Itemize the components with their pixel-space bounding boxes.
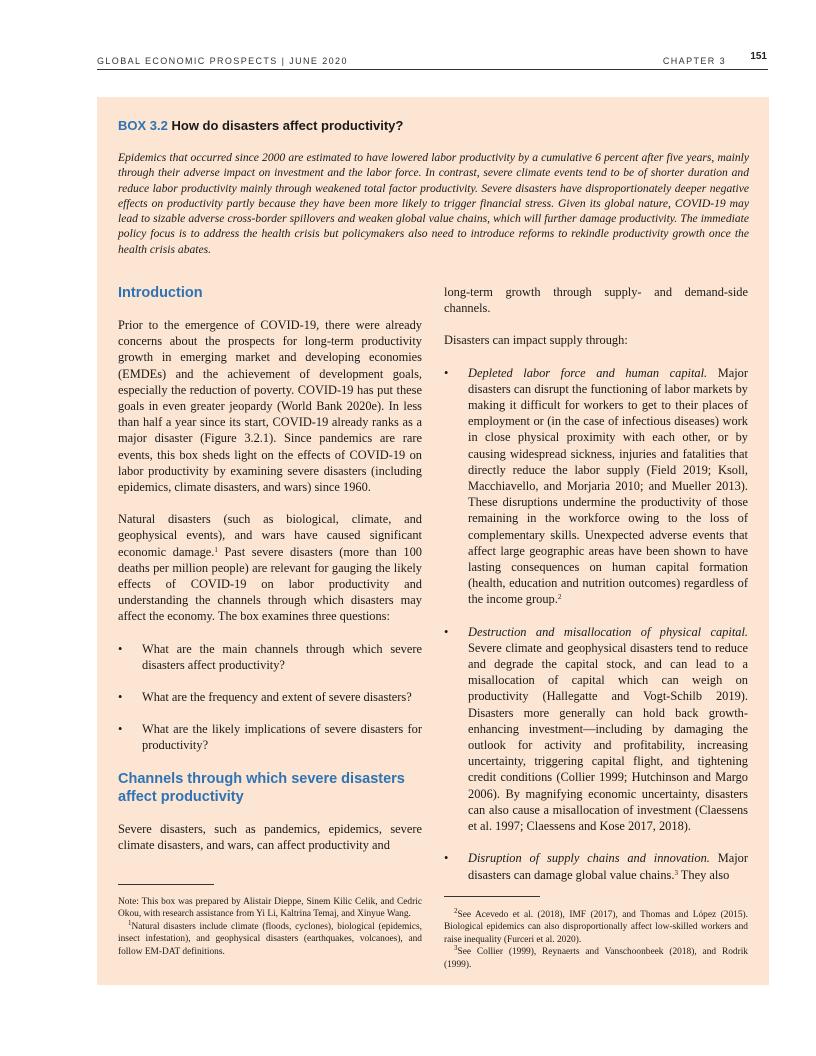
footnote-3: $^3$See Collier (1999), Reynaerts and Vanschoonbeek (2018), and Rodrik (1999). bbox=[444, 944, 748, 970]
footnotes-left bbox=[118, 896, 422, 958]
footnote-ref-2: 2 bbox=[557, 593, 562, 602]
question-item: • What are the main channels through which severe disasters affect productivity? bbox=[118, 641, 422, 673]
footnote-divider-left bbox=[118, 884, 214, 885]
box-summary: Epidemics that occurred since 2000 are estimated to have lowered labor productivity by a cumulative 6 percent after five years, mainly through their adverse impact on investment and the labor force. In contrast, severe climate events tend to be of shorter duration and reduce labor productivity mainly through weakened total factor productivity. Severe disasters have disproportionately deeper negative effects on productivity partly because they have been more likely to trigger financial stress. Given its global nature, COVID-19 may lead to sizable adverse cross-border spillovers and weaken global value chains, which will further damage productivity. The immediate policy focus is to address the health crisis but policymakers also need to introduce reforms to rekindle productivity growth once the health crisis abates. bbox=[118, 151, 749, 256]
footnote-2: $^2$See Acevedo et al. (2018), IMF (2017), and Thomas and López (2015). Biological epidemics can also disproportionally affect low-skilled workers and raise inequality (Furceri et al. 2020). bbox=[444, 907, 748, 945]
footnote-1: $^1$Natural disasters include climate (floods, cyclones), biological (epidemics, insect infestation), and geophysical disasters (earthquakes, volcanoes), and follow EM-DAT definitions. bbox=[118, 918, 422, 957]
left-column bbox=[118, 284, 422, 853]
page-number: 151 bbox=[750, 51, 767, 62]
box-note: Note: This box was prepared by Alistair Dieppe, Sinem Kilic Celik, and Cedric Okou, with research assistance from Yi Li, Kaltrina Temaj, and Xinyue Wang. bbox=[118, 897, 422, 920]
introduction-heading: Introduction bbox=[118, 285, 203, 301]
publication-title: GLOBAL ECONOMIC PROSPECTS | JUNE 2020 bbox=[97, 56, 348, 66]
question-item: • What are the frequency and extent of severe disasters? bbox=[118, 689, 422, 705]
supply-channels-list bbox=[444, 365, 748, 883]
footnote-ref-1: 1 bbox=[214, 545, 218, 554]
footnote-divider-right bbox=[444, 896, 540, 897]
supply-channel-item: • Disruption of supply chains and innovation. Major disasters can damage global value chains.$^3$ They also bbox=[444, 850, 748, 882]
intro-paragraph-2: Natural disasters (such as biological, climate, and geophysical events), and wars have caused significant economic damage.$^1$ Past severe disasters (more than 100 deaths per million people) are relevant for gauging the likely effects of COVID-19 on labor productivity and understanding the channels through which disasters may affect the economy. The box examines three questions: bbox=[118, 512, 423, 624]
continued-paragraph: long-term growth through supply- and demand-side channels. bbox=[444, 285, 748, 316]
question-item: • What are the likely implications of severe disasters for productivity? bbox=[118, 721, 422, 753]
right-column bbox=[444, 284, 748, 883]
intro-paragraph-1: Prior to the emergence of COVID-19, there were already concerns about the prospects for long-term productivity growth in emerging market and developing economies (EMDEs) and the achievement of development goals, especially the reduction of poverty. COVID-19 has put these goals in even greater jeopardy (World Bank 2020e). In less than half a year since its start, COVID-19 already ranks as a major disaster (Figure 3.2.1). Since pandemics are rare events, this box sheds light on the effects of COVID-19 on labor productivity by examining severe disasters (including epidemics, climate disasters, and wars) since 1960. bbox=[118, 318, 422, 495]
footnote-ref-3: 3 bbox=[674, 868, 678, 877]
page-header bbox=[97, 51, 768, 70]
box-title-text: How do disasters affect productivity? bbox=[171, 118, 404, 133]
supply-channel-item: • Destruction and misallocation of physical capital. Severe climate and geophysical disasters tend to reduce and degrade the capital stock, and can lead to a misallocation of capital which can weigh on productivity (Hallegatte and Vogt-Schilb 2019). Disasters more generally can hold back growth-enhancing investment—including by damaging the outlook for activity and profitability, increasing uncertainty, triggering capital flight, and tightening credit conditions (Collier 1999; Hutchinson and Margo 2006). By magnifying economic uncertainty, disasters can also cause a misallocation of investment (Claessens et al. 1997; Claessens and Kose 2017, 2018). bbox=[444, 624, 748, 835]
questions-list bbox=[118, 641, 422, 754]
box-3-2 bbox=[97, 97, 769, 985]
supply-intro: Disasters can impact supply through: bbox=[444, 333, 628, 348]
supply-channel-item: • Depleted labor force and human capital. Major disasters can disrupt the functioning of labor markets by making it difficult for workers to get to their places of employment or (in the case of infectious diseases) work in close physical proximity with each other, or by causing widespread sickness, injuries and fatalities that directly reduce the labor supply (Field 2019; Ksoll, Macchiavello, and Morjaria 2010; and Mueller 2013). These disruptions undermine the productivity of those remaining in the workforce owing to the loss of complementary skills. Unexpected adverse events that affect large geographic areas have been shown to have lasting consequences on human capital formation (health, education and nutrition outcomes) regardless of the income group.$^2$ bbox=[444, 365, 748, 608]
channels-heading: Channels through which severe disasters affect productivity bbox=[118, 770, 405, 805]
box-title bbox=[118, 118, 403, 133]
chapter-label: CHAPTER 3 bbox=[662, 56, 726, 66]
box-label: BOX 3.2 bbox=[118, 118, 168, 133]
footnotes-right bbox=[444, 909, 748, 971]
channels-paragraph: Severe disasters, such as pandemics, epidemics, severe climate disasters, and wars, can affect productivity and bbox=[118, 821, 422, 852]
